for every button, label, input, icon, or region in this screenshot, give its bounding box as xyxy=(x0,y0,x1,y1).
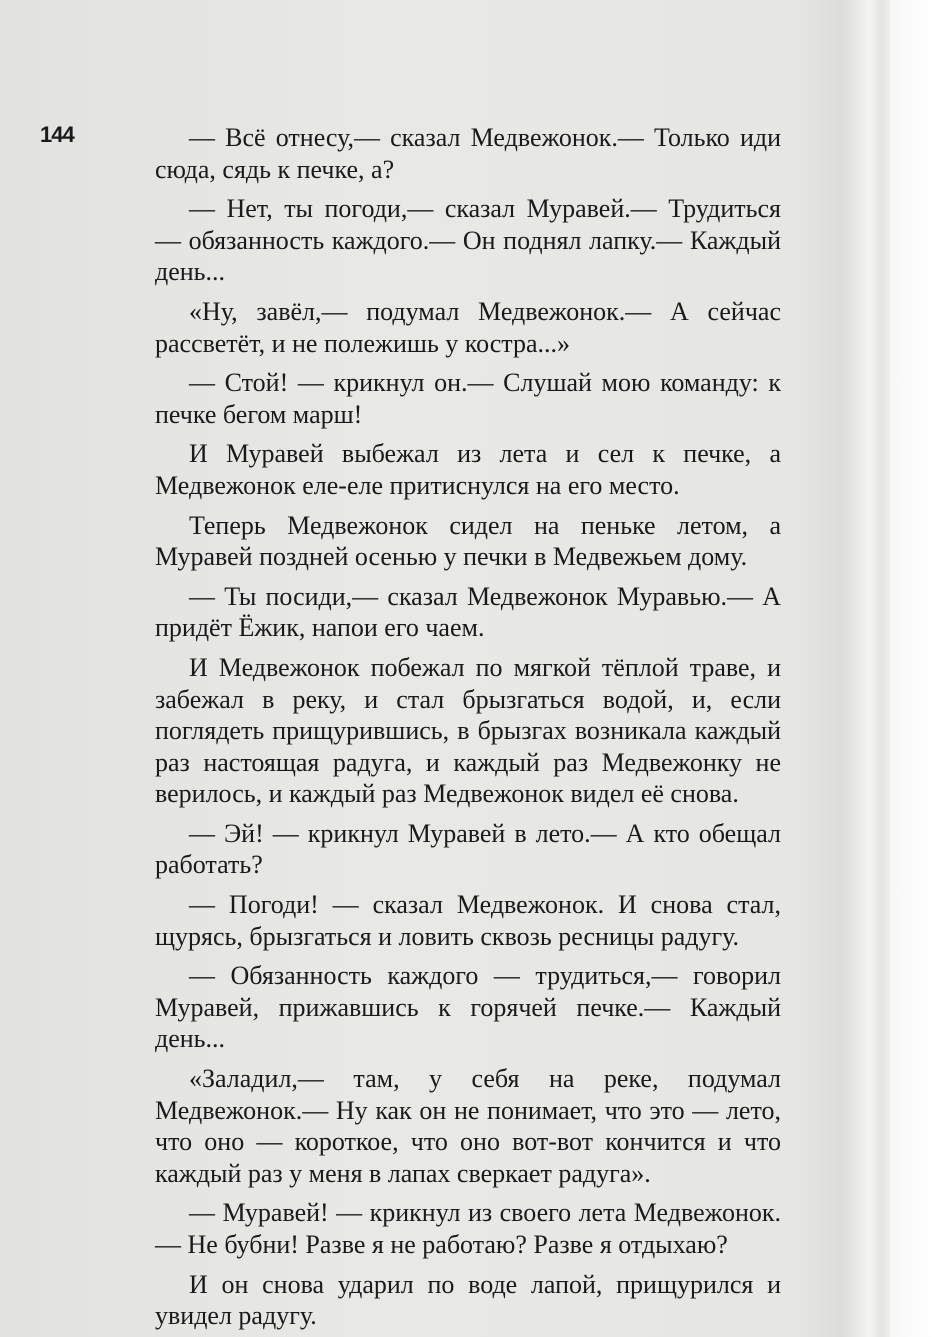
paragraph: — Погоди! — сказал Медвежонок. И снова стал, щурясь, брызгаться и ловить сквозь ресницы радугу. xyxy=(155,890,781,951)
paragraph: И Муравей выбежал из лета и сел к печке, а Медвежонок еле-еле притиснулся на его место. xyxy=(155,439,781,500)
paragraph: — Нет, ты погоди,— сказал Муравей.— Трудиться — обязанность каждого.— Он поднял лапку.— Каждый день... xyxy=(155,194,781,287)
paragraph: — Ты посиди,— сказал Медвежонок Муравью.— А придёт Ёжик, напои его чаем. xyxy=(155,581,781,643)
page-number: 144 xyxy=(40,122,74,147)
paragraph: И он снова ударил по воде лапой, прищурился и увидел радугу. xyxy=(155,1269,781,1331)
paragraph: — Эй! — крикнул Муравей в лето.— А кто обещал работать? xyxy=(155,818,781,880)
paragraph: — Всё отнесу,— сказал Медвежонок.— Только иди сюда, сядь к печке, а? xyxy=(155,123,781,184)
paragraph: Теперь Медвежонок сидел на пеньке летом, а Муравей поздней осенью у печки в Медвежьем дому. xyxy=(155,510,781,572)
body-text xyxy=(155,122,781,1332)
paragraph: И Медвежонок побежал по мягкой тёплой траве, и забежал в реку, и стал брызгаться водой, и, если поглядеть прищурившись, в брызгах возникала каждый раз настоящая радуга, и каждый раз Медвежонку не верилось, и каждый раз Медвежонок видел её снова. xyxy=(155,652,781,809)
paragraph: «Заладил,— там, у себя на реке, подумал Медвежонок.— Ну как он не понимает, что это — лето, что оно — короткое, что оно вот-вот кончится и что каждый раз у меня в лапах сверкает радуга». xyxy=(155,1064,781,1188)
paragraph: — Обязанность каждого — трудиться,— говорил Муравей, прижавшись к горячей печке.— Каждый день... xyxy=(155,961,781,1054)
paragraph: — Муравей! — крикнул из своего лета Медвежонок.— Не бубни! Разве я не работаю? Разве я отдыхаю? xyxy=(155,1198,781,1259)
page-edge-shadow xyxy=(870,0,890,1337)
paragraph: «Ну, завёл,— подумал Медвежонок.— А сейчас рассветёт, и не полежишь у костра...» xyxy=(155,296,781,358)
paragraph: — Стой! — крикнул он.— Слушай мою команду: к печке бегом марш! xyxy=(155,368,781,429)
